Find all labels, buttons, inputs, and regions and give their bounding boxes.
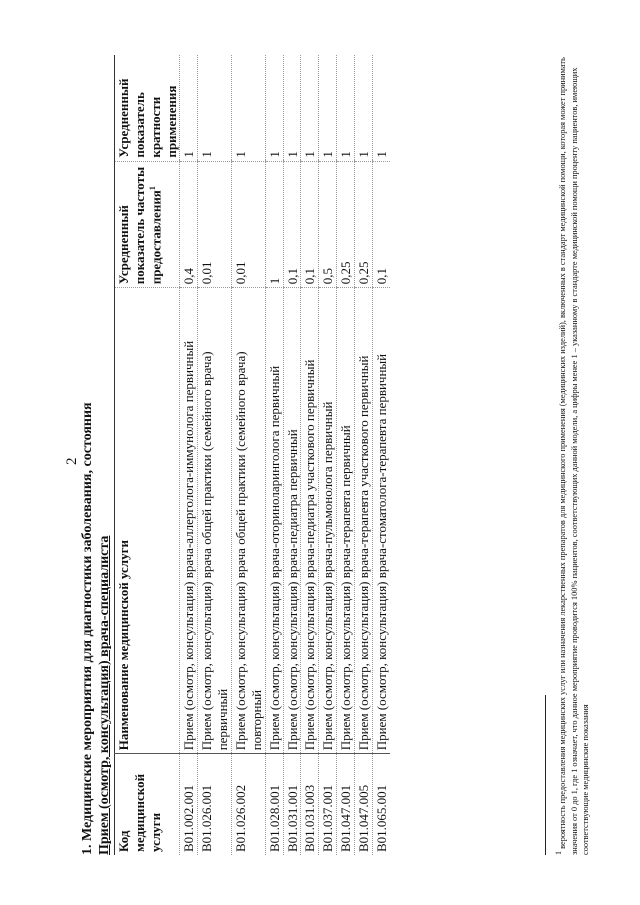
table-row — [319, 55, 337, 855]
cell-frequency: 1 — [265, 161, 283, 288]
cell-frequency: 0,01 — [198, 161, 232, 288]
cell-frequency: 0,1 — [301, 161, 319, 288]
cell-code: B01.047.001 — [337, 754, 355, 855]
cell-name: Прием (осмотр, консультация) врача-оториноларинголога первичный — [265, 288, 283, 754]
section-title: 1. Медицинские мероприятия для диагностики заболевания, состояния — [80, 402, 95, 855]
table-row — [301, 55, 319, 855]
cell-name: Прием (осмотр, консультация) врача-педиатра участкового первичный — [301, 288, 319, 754]
cell-code: B01.026.002 — [232, 754, 266, 855]
cell-code: B01.002.001 — [180, 754, 198, 855]
table-row — [232, 55, 266, 855]
cell-name: Прием (осмотр, консультация) врача-терапевта участкового первичный — [355, 288, 373, 754]
cell-frequency: 0,5 — [319, 161, 337, 288]
cell-multiplicity: 1 — [283, 55, 301, 161]
cell-frequency: 0,25 — [355, 161, 373, 288]
cell-name: Прием (осмотр, консультация) врача-пульмонолога первичный — [319, 288, 337, 754]
cell-name: Прием (осмотр, консультация) врача общей практики (семейного врача) повторный — [232, 288, 266, 754]
footnote-text: вероятность предоставления медицинских услуг или назначения лекарственных препаратов для медицинского применения (медицинских изделий), включенных в стандарт медицинской помощи, которая может принимать значения от 0 до 1, где 1 означает, что данное мероприятие проводится 100% пациентов, соответствующих данной модели, а цифры менее 1 – указанному в стандарте медицинской помощи проценту пациентов, имеющих соответствующие медицинские показания — [557, 57, 591, 855]
table-row — [198, 55, 232, 855]
cell-code: B01.026.001 — [198, 754, 232, 855]
header-code: Код медицинской услуги — [115, 754, 180, 855]
cell-code: B01.037.001 — [319, 754, 337, 855]
cell-frequency: 0,25 — [337, 161, 355, 288]
table-row — [265, 55, 283, 855]
cell-frequency: 0,01 — [232, 161, 266, 288]
cell-name: Прием (осмотр, консультация) врача-педиатра первичный — [283, 288, 301, 754]
page-number: 2 — [64, 457, 80, 465]
cell-multiplicity: 1 — [355, 55, 373, 161]
footnote-number: 1 — [554, 851, 563, 855]
cell-multiplicity: 1 — [319, 55, 337, 161]
cell-code: B01.065.001 — [372, 754, 389, 855]
services-table — [114, 55, 390, 855]
cell-multiplicity: 1 — [232, 55, 266, 161]
cell-multiplicity: 1 — [265, 55, 283, 161]
header-frequency-text: Усредненный показатель частоты предоставления — [116, 166, 164, 285]
cell-code: B01.028.001 — [265, 754, 283, 855]
table-header-row — [115, 55, 180, 855]
table-row — [180, 55, 198, 855]
header-multiplicity: Усредненный показатель кратности применения — [115, 55, 180, 161]
cell-name: Прием (осмотр, консультация) врача общей практики (семейного врача) первичный — [198, 288, 232, 754]
cell-frequency: 0,4 — [180, 161, 198, 288]
cell-name: Прием (осмотр, консультация) врача-аллерголога-иммунолога первичный — [180, 288, 198, 754]
cell-code: B01.031.003 — [301, 754, 319, 855]
cell-frequency: 0,1 — [283, 161, 301, 288]
cell-name: Прием (осмотр, консультация) врача-стоматолога-терапевта первичный — [372, 288, 389, 754]
footnote-divider — [545, 695, 546, 855]
cell-multiplicity: 1 — [372, 55, 389, 161]
table-row — [355, 55, 373, 855]
table-row — [337, 55, 355, 855]
table-row — [372, 55, 389, 855]
footnote-mark: 1 — [147, 186, 157, 191]
subsection-title: Прием (осмотр, консультация) врача-специалиста — [97, 535, 112, 855]
cell-code: B01.031.001 — [283, 754, 301, 855]
header-name: Наименование медицинской услуги — [115, 288, 180, 754]
cell-frequency: 0,1 — [372, 161, 389, 288]
cell-multiplicity: 1 — [180, 55, 198, 161]
header-frequency — [115, 161, 180, 288]
cell-multiplicity: 1 — [337, 55, 355, 161]
footnote — [553, 55, 592, 855]
cell-multiplicity: 1 — [198, 55, 232, 161]
cell-multiplicity: 1 — [301, 55, 319, 161]
table-row — [283, 55, 301, 855]
cell-code: B01.047.005 — [355, 754, 373, 855]
cell-name: Прием (осмотр, консультация) врача-терапевта первичный — [337, 288, 355, 754]
